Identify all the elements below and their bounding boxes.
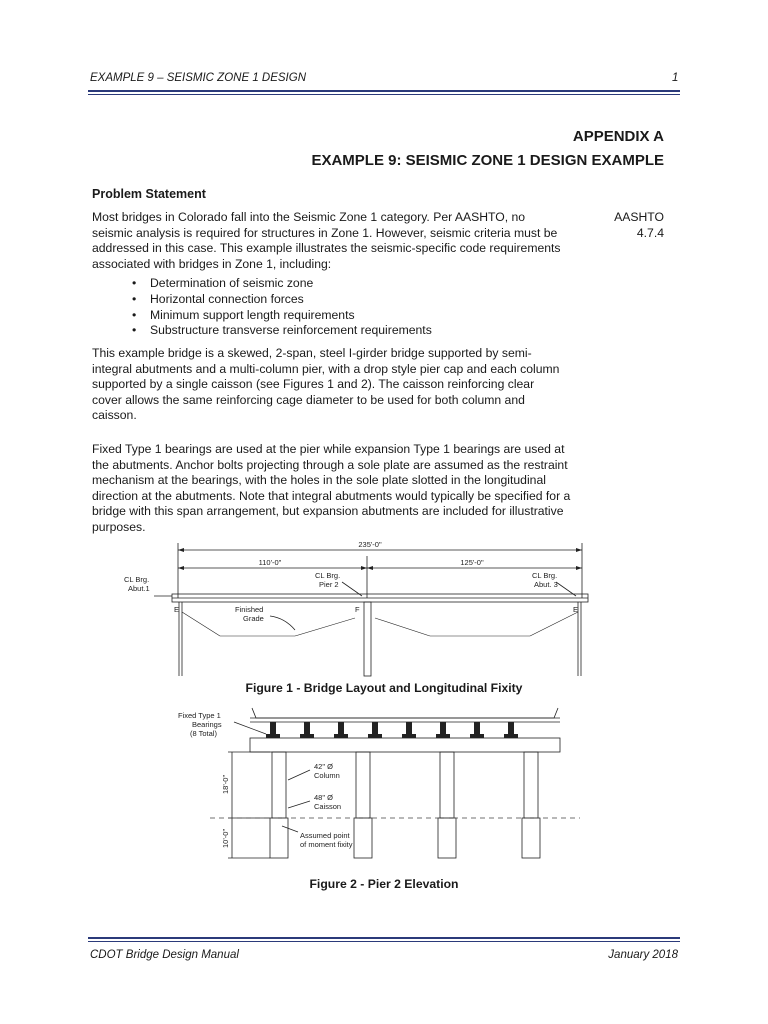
side-reference-line: AASHTO (614, 210, 664, 224)
span1-label: 110'-0" (258, 558, 282, 567)
bullet-list (132, 276, 432, 339)
fixity-label-line1: Assumed point (300, 831, 350, 840)
caisson (270, 818, 288, 858)
side-reference (600, 210, 664, 241)
paragraph-line: associated with bridges in Zone 1, including: (92, 256, 332, 271)
caisson (522, 818, 540, 858)
grade-label-line1: Finished (235, 605, 264, 614)
pier-elevation-figure (170, 700, 590, 870)
pier-column (364, 602, 371, 676)
paragraph-line: Fixed Type 1 bearings are used at the pier while expansion Type 1 bearings are used at (92, 442, 565, 456)
running-header-title: EXAMPLE 9 – SEISMIC ZONE 1 DESIGN (90, 72, 307, 84)
side-reference-line: 4.7.4 (636, 225, 664, 240)
paragraph-line: integral abutments and a multi-column pier, with a drop style pier cap and each column (92, 361, 560, 376)
bearing (300, 734, 314, 738)
fixity-right: E (573, 605, 579, 614)
paragraph-line: seismic analysis is required for structures in Zone 1. However, seismic criteria must be (92, 225, 558, 240)
fixity-label-line2: of moment fixity (300, 840, 353, 849)
paragraph-line: mechanism at the bearings, with the holes in the sole plate slotted in the longitudinal (92, 473, 546, 488)
column (524, 752, 538, 818)
span2-label: 125'-0" (460, 558, 484, 567)
bearing (334, 734, 348, 738)
column (356, 752, 370, 818)
paragraph-line: the abutments. Anchor bolts projecting through a sole plate are assumed as the restraint (92, 457, 568, 472)
bearing-label-line1: Fixed Type 1 (178, 711, 221, 720)
paragraph-3 (92, 442, 612, 536)
caisson-label-line1: 48" Ø (314, 793, 333, 802)
paragraph-line: Most bridges in Colorado fall into the Seismic Zone 1 category. Per AASHTO, no (92, 210, 526, 224)
caisson-label-line2: Caisson (314, 802, 342, 811)
pier-cap (250, 738, 560, 752)
column-height-label: 18'-0" (221, 774, 230, 794)
abut3-label-line2: Abut. 3 (534, 580, 558, 589)
bearing (436, 734, 450, 738)
bearing-label-line2: Bearings (192, 720, 222, 729)
list-item: • Determination of seismic zone (132, 276, 432, 292)
header-rule (88, 90, 680, 95)
footer-manual-name: CDOT Bridge Design Manual (90, 949, 239, 961)
paragraph-line: caisson. (92, 408, 137, 423)
caisson (354, 818, 372, 858)
appendix-title: APPENDIX A (572, 128, 664, 145)
caisson-height-label: 10'-0" (221, 828, 230, 848)
total-length-label: 235'-0" (358, 540, 382, 549)
page-number: 1 (672, 72, 679, 84)
paragraph-1 (92, 210, 612, 272)
bearing (368, 734, 382, 738)
bearing (470, 734, 484, 738)
footer-rule (88, 937, 680, 942)
section-heading: Problem Statement (92, 187, 206, 201)
list-item: • Substructure transverse reinforcement requirements (132, 323, 432, 339)
column (440, 752, 454, 818)
bearing (504, 734, 518, 738)
abut1-label-line2: Abut.1 (128, 584, 150, 593)
pier-label-line1: CL Brg. (315, 571, 341, 580)
bearing-label-line3: (8 Total) (190, 729, 217, 738)
fixity-left: E (174, 605, 180, 614)
paragraph-line: supported by a single caisson (see Figures 1 and 2). The caisson reinforcing clear (92, 377, 535, 392)
list-item: • Horizontal connection forces (132, 292, 432, 308)
abut3-label-line1: CL Brg. (532, 571, 558, 580)
paragraph-line: bridge with this span arrangement, but expansion abutments are included for illustrative (92, 504, 564, 519)
column-label-line1: 42" Ø (314, 762, 333, 771)
paragraph-line: direction at the abutments. Note that integral abutments would typically be specified for a (92, 488, 571, 503)
bearing (402, 734, 416, 738)
list-item: • Minimum support length requirements (132, 308, 432, 324)
finished-grade-line (182, 612, 355, 636)
column (272, 752, 286, 818)
paragraph-2 (92, 346, 612, 424)
footer-date: January 2018 (608, 949, 678, 961)
deck-slab (252, 708, 558, 718)
figure2-caption: Figure 2 - Pier 2 Elevation (309, 877, 459, 891)
bearing (266, 734, 280, 738)
abut1-label-line1: CL Brg. (124, 575, 150, 584)
paragraph-line: cover allows the same reinforcing cage diameter to be used for both column and (92, 392, 525, 407)
figure1-caption: Figure 1 - Bridge Layout and Longitudinal Fixity (245, 681, 523, 695)
caisson (438, 818, 456, 858)
paragraph-line: addressed in this case. This example illustrates the seismic-specific code requirements (92, 241, 561, 256)
example-title: EXAMPLE 9: SEISMIC ZONE 1 DESIGN EXAMPLE (311, 152, 664, 169)
paragraph-line: This example bridge is a skewed, 2-span, steel I-girder bridge supported by semi- (92, 346, 532, 360)
fixity-pier: F (355, 605, 360, 614)
grade-label-line2: Grade (243, 614, 264, 623)
column-label-line2: Column (314, 771, 340, 780)
paragraph-line: purposes. (92, 519, 146, 534)
bridge-layout-figure (110, 538, 610, 678)
pier-label-line2: Pier 2 (319, 580, 339, 589)
